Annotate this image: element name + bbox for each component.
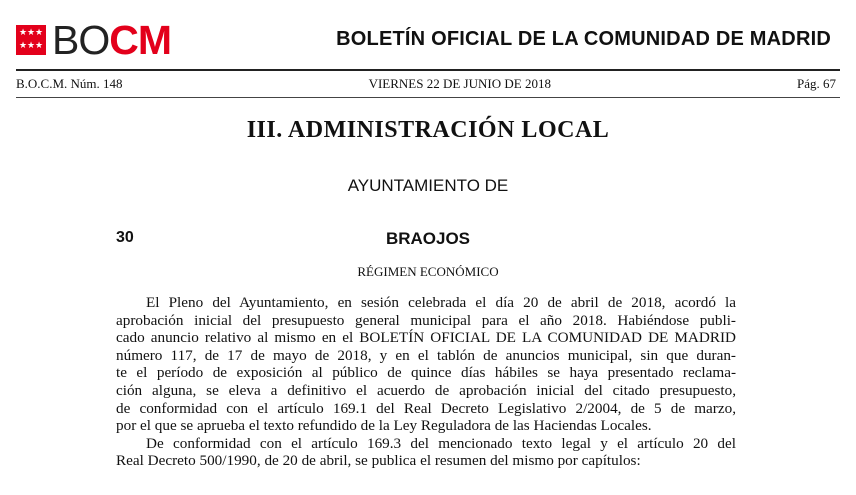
body-line: El Pleno del Ayuntamiento, en sesión celebrada el día 20 de abril de 2018, acordó la <box>146 294 736 311</box>
body-line: cado anuncio relativo al mismo en el BOLETÍN OFICIAL DE LA COMUNIDAD DE MADRID <box>116 329 736 347</box>
issue-number: B.O.C.M. Núm. 148 <box>16 76 123 91</box>
page-number: Pág. 67 <box>797 76 836 91</box>
section-title: III. ADMINISTRACIÓN LOCAL <box>246 117 610 143</box>
logo-wordmark <box>52 17 172 63</box>
announcement-number: 30 <box>116 229 134 246</box>
madrid-stars-icon: ★ ★ ★ ★ ★ ★ <box>16 25 46 55</box>
body-line: Real Decreto 500/1990, de 20 de abril, se publica el resumen del mismo por capítulos: <box>116 452 641 470</box>
header-rule-top <box>16 69 840 71</box>
logo-text-cm: CM <box>109 17 172 63</box>
announcement-body <box>116 294 736 470</box>
subject-heading: RÉGIMEN ECONÓMICO <box>357 264 499 279</box>
body-line: De conformidad con el artículo 169.3 del mencionado texto legal y el artículo 20 del <box>146 434 736 452</box>
body-line: de conformidad con el artículo 169.1 del Real Decreto Legislativo 2/2004, de 5 de marzo, <box>116 399 736 417</box>
body-line: aprobación inicial del presupuesto general municipal para el año 2018. Habiéndose publi- <box>116 311 736 329</box>
header-rule-bottom <box>16 97 840 98</box>
issue-date: VIERNES 22 DE JUNIO DE 2018 <box>368 76 551 91</box>
body-line: por el que se aprueba el texto refundido de la Ley Reguladora de las Haciendas Locales. <box>116 417 652 435</box>
entity-heading: AYUNTAMIENTO DE <box>347 176 509 195</box>
bulletin-title: BOLETÍN OFICIAL DE LA COMUNIDAD DE MADRID <box>336 28 831 50</box>
body-line: te el período de exposición al público de quince días hábiles se haya presentado reclama- <box>116 364 736 382</box>
bocm-logo <box>16 17 172 63</box>
issue-meta-row <box>16 76 836 92</box>
body-line: número 117, de 17 de mayo de 2018, y en el tablón de anuncios municipal, sin que duran- <box>116 346 736 364</box>
body-line: ción alguna, se eleva a definitivo el acuerdo de aprobación inicial del citado presupuesto, <box>116 381 736 399</box>
logo-text-bo: BO <box>52 17 110 63</box>
municipality-name: BRAOJOS <box>385 229 471 248</box>
